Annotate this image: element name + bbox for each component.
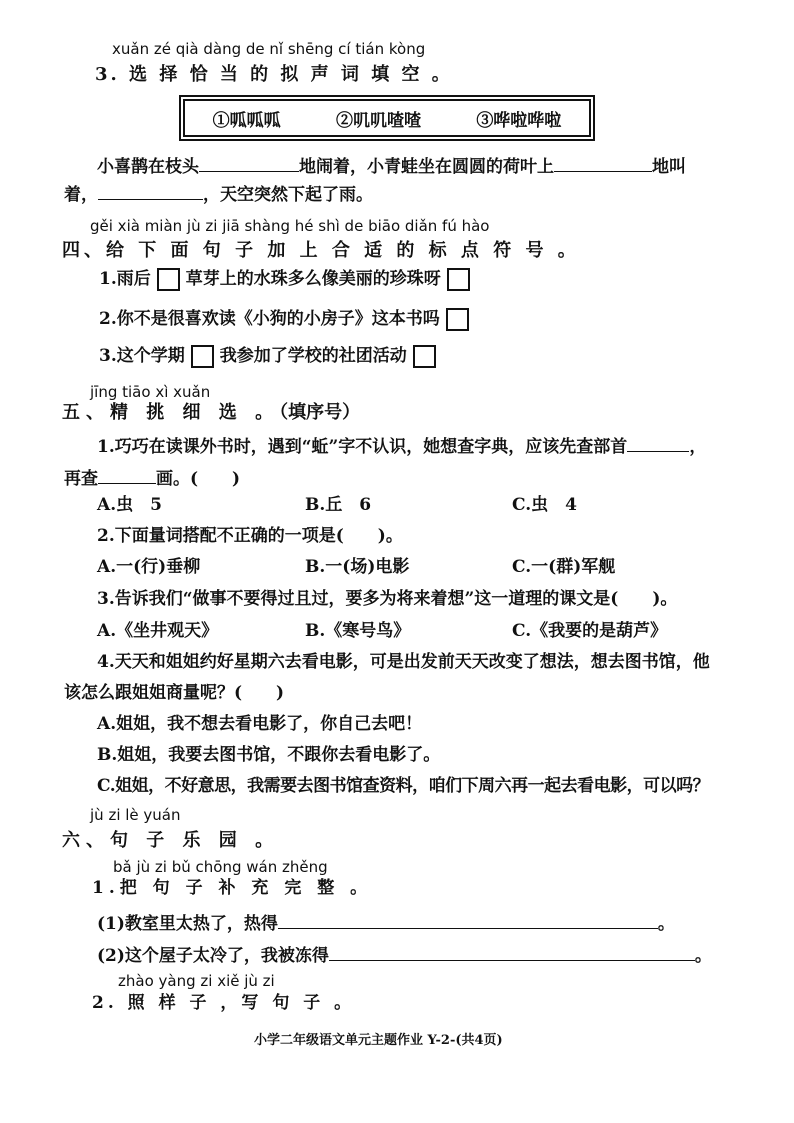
- option-3: ③哗啦哗啦: [476, 110, 562, 131]
- sec5-q3-opt-b: B.《寒号鸟》: [305, 621, 411, 641]
- sec5-title-text: 五、精 挑 细 选 。: [62, 402, 280, 423]
- punct-box-1[interactable]: [157, 268, 180, 291]
- sec5-q2-opt-b: B.一(场)电影: [305, 557, 410, 577]
- q3-pinyin: xuǎn zé qià dàng de nǐ shēng cí tián kòng: [112, 40, 426, 58]
- q3-line-1: [97, 153, 686, 178]
- sec5-q2-opt-c: C.一(群)军舰: [512, 557, 616, 577]
- sec6-sub1-item-1-text: (1)教室里太热了，热得: [97, 914, 278, 934]
- sec4-item-2-a: 2.你不是很喜欢读《小狗的小房子》这本书吗: [99, 309, 440, 329]
- sec5-q3-end: )。: [652, 589, 678, 609]
- sec5-q3: [97, 588, 677, 610]
- sec6-sub1-item-2: [97, 942, 712, 967]
- page-footer: 小学二年级语文单元主题作业 Y-2-(共4页): [254, 1033, 503, 1048]
- sec6-pinyin: jù zi lè yuán: [90, 806, 181, 824]
- sec5-q4-opt-a: A.姐姐，我不想去看电影了，你自己去吧！: [97, 714, 423, 734]
- sec5-q1-opt-c: C.虫 4: [512, 495, 577, 515]
- blank-3[interactable]: [98, 181, 203, 200]
- sec5-q4-line-2: [64, 682, 284, 704]
- sec4-item-2: [99, 308, 475, 331]
- sec5-q4-text-b: 该怎么跟姐姐商量呢？(: [64, 683, 243, 703]
- sec6-sub1-title: 1.把 句 子 补 充 完 整 。: [92, 878, 373, 898]
- q3-line1-text-a: 小喜鹊在枝头: [97, 157, 199, 177]
- sec5-q3-text: 3.告诉我们“做事不要得过且过，要多为将来着想”这一道理的课文是(: [97, 589, 619, 609]
- sec5-q3-opt-a: A.《坐井观天》: [97, 621, 219, 641]
- sec6-sub1-pinyin: bǎ jù zi bǔ chōng wán zhěng: [113, 858, 328, 876]
- punct-box-2[interactable]: [447, 268, 470, 291]
- blank-radical[interactable]: [627, 433, 689, 452]
- sec4-item-1-b: 草芽上的水珠多么像美丽的珍珠呀: [185, 269, 441, 289]
- sec4-pinyin: gěi xià miàn jù zi jiā shàng hé shì de biāo diǎn fú hào: [90, 217, 490, 235]
- sec5-q4-opt-c: C.姐姐，不好意思，我需要去图书馆查资料，咱们下周六再一起去看电影，可以吗？: [97, 776, 710, 796]
- blank-2[interactable]: [554, 153, 652, 172]
- q3-line-2: [64, 181, 373, 206]
- sec4-item-3: [99, 345, 442, 368]
- sec6-sub1-item-2-end: 。: [694, 946, 712, 966]
- blank-strokes[interactable]: [98, 465, 156, 484]
- q3-title: 3. 选 择 恰 当 的 拟 声 词 填 空 。: [95, 64, 453, 85]
- sec6-sub2-title: 2. 照 样 子 ，写 句 子 。: [92, 993, 356, 1013]
- sec5-q2-end: )。: [377, 526, 403, 546]
- blank-sentence-1[interactable]: [278, 910, 658, 929]
- punct-box-4[interactable]: [191, 345, 214, 368]
- blank-1[interactable]: [199, 153, 299, 172]
- sec5-q1-text-a: 1.巧巧在读课外书时，遇到“蚯”字不认识，她想查字典，应该先查部首: [97, 437, 628, 457]
- option-1: ①呱呱呱: [212, 110, 281, 131]
- sec5-q1-text-e: ): [232, 469, 241, 489]
- sec5-title-note: （填序号）: [279, 402, 361, 423]
- sec4-item-1: [99, 268, 476, 291]
- sec4-item-1-a: 1.雨后: [99, 269, 151, 289]
- sec5-q2: [97, 525, 403, 547]
- sec5-q4-opt-b: B.姐姐，我要去图书馆，不跟你去看电影了。: [97, 745, 441, 765]
- sec6-title: 六、句 子 乐 园 。: [62, 830, 280, 851]
- sec6-sub2-pinyin: zhào yàng zi xiě jù zi: [118, 972, 275, 990]
- sec5-title: [62, 402, 360, 424]
- q3-line1-text-b: 地闹着，小青蛙坐在圆圆的荷叶上: [299, 157, 554, 177]
- sec5-q1-line-1: [97, 433, 706, 458]
- q3-line1-text-c: 地叫: [652, 157, 686, 177]
- q3-line2-text-a: 着，: [64, 185, 98, 205]
- sec4-title: 四、给 下 面 句 子 加 上 合 适 的 标 点 符 号 。: [62, 240, 580, 261]
- sec5-q1-text-b: ，: [689, 437, 707, 457]
- punct-box-3[interactable]: [446, 308, 469, 331]
- sec4-item-3-b: 我参加了学校的社团活动: [219, 346, 407, 366]
- sec5-q2-opt-a: A.一(行)垂柳: [97, 557, 201, 577]
- punct-box-5[interactable]: [413, 345, 436, 368]
- sec6-sub1-item-2-text: (2)这个屋子太冷了，我被冻得: [97, 946, 329, 966]
- sec6-sub1-item-1: [97, 910, 675, 935]
- sec5-q1-text-d: 画。(: [156, 469, 199, 489]
- blank-sentence-2[interactable]: [329, 942, 695, 961]
- sec5-pinyin: jīng tiāo xì xuǎn: [90, 383, 211, 401]
- sec4-item-3-a: 3.这个学期: [99, 346, 185, 366]
- option-2: ②叽叽喳喳: [335, 110, 421, 131]
- sec5-q1-opt-b: B.丘 6: [305, 495, 372, 515]
- q3-line2-text-b: ，天空突然下起了雨。: [203, 185, 373, 205]
- sec5-q1-opt-a: A.虫 5: [97, 495, 162, 515]
- sec5-q2-text: 2.下面量词搭配不正确的一项是(: [97, 526, 344, 546]
- word-choice-box: [183, 99, 591, 137]
- sec5-q1-text-c: 再查: [64, 469, 98, 489]
- sec5-q4-text-end: ): [276, 683, 285, 703]
- sec5-q3-opt-c: C.《我要的是葫芦》: [512, 621, 668, 641]
- sec5-q1-line-2: [64, 465, 240, 490]
- sec6-sub1-item-1-end: 。: [657, 914, 675, 934]
- sec5-q4-line-1: 4.天天和姐姐约好星期六去看电影，可是出发前天天改变了想法，想去图书馆，他: [97, 652, 710, 672]
